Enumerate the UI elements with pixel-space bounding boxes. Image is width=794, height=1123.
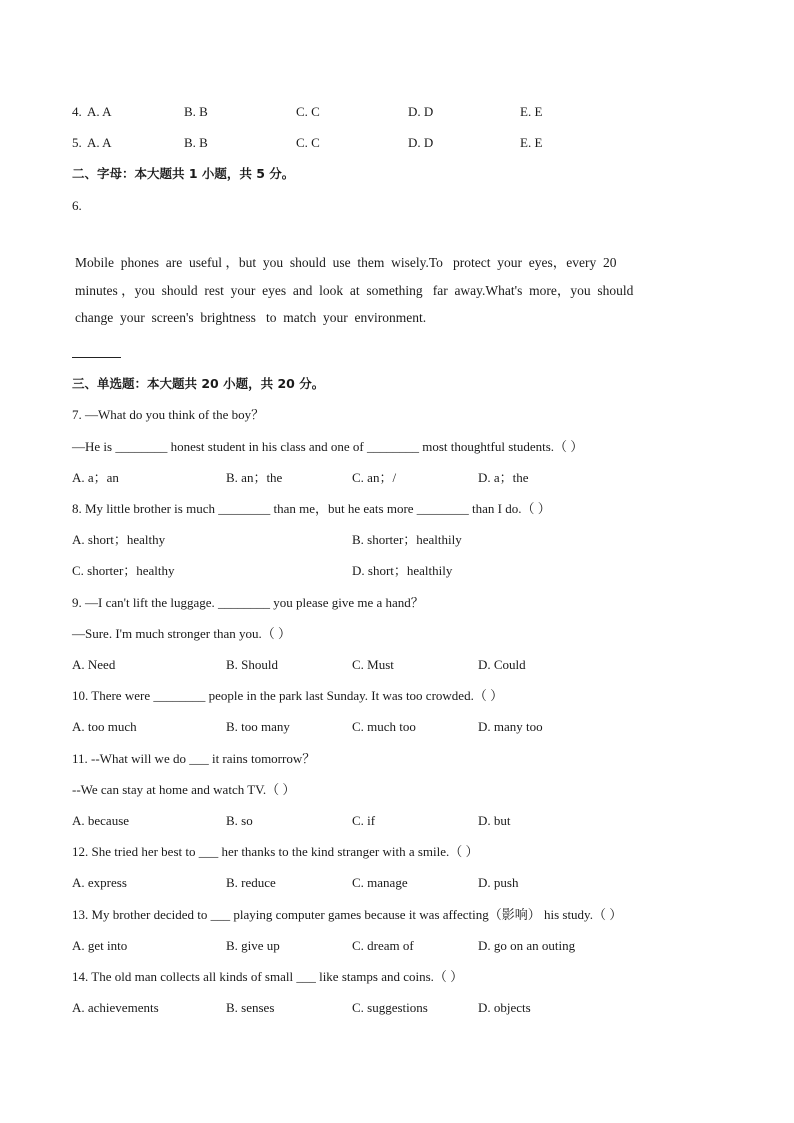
option-a[interactable]: A. express (72, 875, 127, 890)
section-header-letters: 二、字母：本大题共 1 小题，共 5 分。 (72, 166, 295, 181)
option-c: C. C (296, 135, 320, 150)
option-d: D. D (408, 104, 434, 119)
question-7-stem-2: —He is ________ honest student in his class and one of ________ most thoughtful students.（ ） (72, 439, 584, 454)
question-11-stem: 11. --What will we do ___ it rains tomorrow？ (72, 751, 316, 766)
question-8-stem: 8. My little brother is much ________ than me，but he eats more ________ than I do.（ ） (72, 501, 551, 516)
passage-line: minutes ，you should rest your eyes and look at something far away.What's more，you should (75, 282, 634, 298)
option-a[interactable]: A. because (72, 813, 130, 828)
option-c[interactable]: C. shorter；healthy (72, 563, 175, 578)
option-b[interactable]: B. so (226, 813, 253, 828)
passage-line: Mobile phones are useful ，but you should use them wisely.To protect your eyes，every 20 (75, 255, 617, 270)
option-b[interactable]: B. senses (226, 1000, 275, 1015)
question-9-stem: 9. —I can't lift the luggage. ________ you please give me a hand？ (72, 595, 424, 610)
option-a[interactable]: A. short；healthy (72, 532, 166, 547)
option-c[interactable]: C. an；/ (352, 470, 397, 485)
option-d[interactable]: D. push (478, 875, 519, 890)
question-number: 4. (72, 104, 82, 119)
option-d[interactable]: D. a；the (478, 470, 529, 485)
reading-passage (75, 249, 685, 332)
option-c[interactable]: C. Must (352, 657, 394, 672)
option-d[interactable]: D. objects (478, 1000, 531, 1015)
option-b[interactable]: B. too many (226, 719, 290, 734)
option-b[interactable]: B. an；the (226, 470, 283, 485)
option-d[interactable]: D. many too (478, 719, 543, 734)
question-10-stem: 10. There were ________ people in the park last Sunday. It was too crowded.（ ） (72, 688, 504, 703)
option-c[interactable]: C. suggestions (352, 1000, 428, 1015)
option-b[interactable]: B. shorter；healthily (352, 532, 462, 547)
answer-blank-line[interactable] (72, 357, 121, 358)
option-a[interactable]: A. a；an (72, 470, 119, 485)
option-c[interactable]: C. much too (352, 719, 416, 734)
option-d: D. D (408, 135, 434, 150)
option-a[interactable]: A. too much (72, 719, 137, 734)
question-13-stem: 13. My brother decided to ___ playing computer games because it was affecting（影响） his study.（ ） (72, 907, 623, 922)
question-6-number: 6. (72, 198, 82, 213)
option-c[interactable]: C. manage (352, 875, 408, 890)
question-9-stem-2: —Sure. I'm much stronger than you.（ ） (72, 626, 291, 641)
option-b: B. B (184, 135, 208, 150)
option-a: A. A (87, 104, 112, 119)
option-a: A. A (87, 135, 112, 150)
option-b[interactable]: B. Should (226, 657, 279, 672)
question-11-stem-2: --We can stay at home and watch TV.（ ） (72, 782, 296, 797)
option-d[interactable]: D. but (478, 813, 511, 828)
option-e: E. E (520, 135, 543, 150)
option-b[interactable]: B. reduce (226, 875, 276, 890)
option-d[interactable]: D. Could (478, 657, 526, 672)
question-number: 5. (72, 135, 82, 150)
option-a[interactable]: A. get into (72, 938, 128, 953)
passage-line: change your screen's brightness to match your environment. (75, 310, 427, 325)
section-header-single-choice: 三、单选题：本大题共 20 小题，共 20 分。 (72, 376, 325, 391)
question-7-stem: 7. —What do you think of the boy？ (72, 407, 265, 422)
question-14-stem: 14. The old man collects all kinds of small ___ like stamps and coins.（ ） (72, 969, 464, 984)
option-e: E. E (520, 104, 543, 119)
option-b[interactable]: B. give up (226, 938, 280, 953)
option-d[interactable]: D. go on an outing (478, 938, 576, 953)
option-a[interactable]: A. Need (72, 657, 116, 672)
option-b: B. B (184, 104, 208, 119)
option-c: C. C (296, 104, 320, 119)
question-12-stem: 12. She tried her best to ___ her thanks to the kind stranger with a smile.（ ） (72, 844, 479, 859)
option-a[interactable]: A. achievements (72, 1000, 159, 1015)
option-d[interactable]: D. short；healthily (352, 563, 453, 578)
option-c[interactable]: C. dream of (352, 938, 414, 953)
option-c[interactable]: C. if (352, 813, 376, 828)
